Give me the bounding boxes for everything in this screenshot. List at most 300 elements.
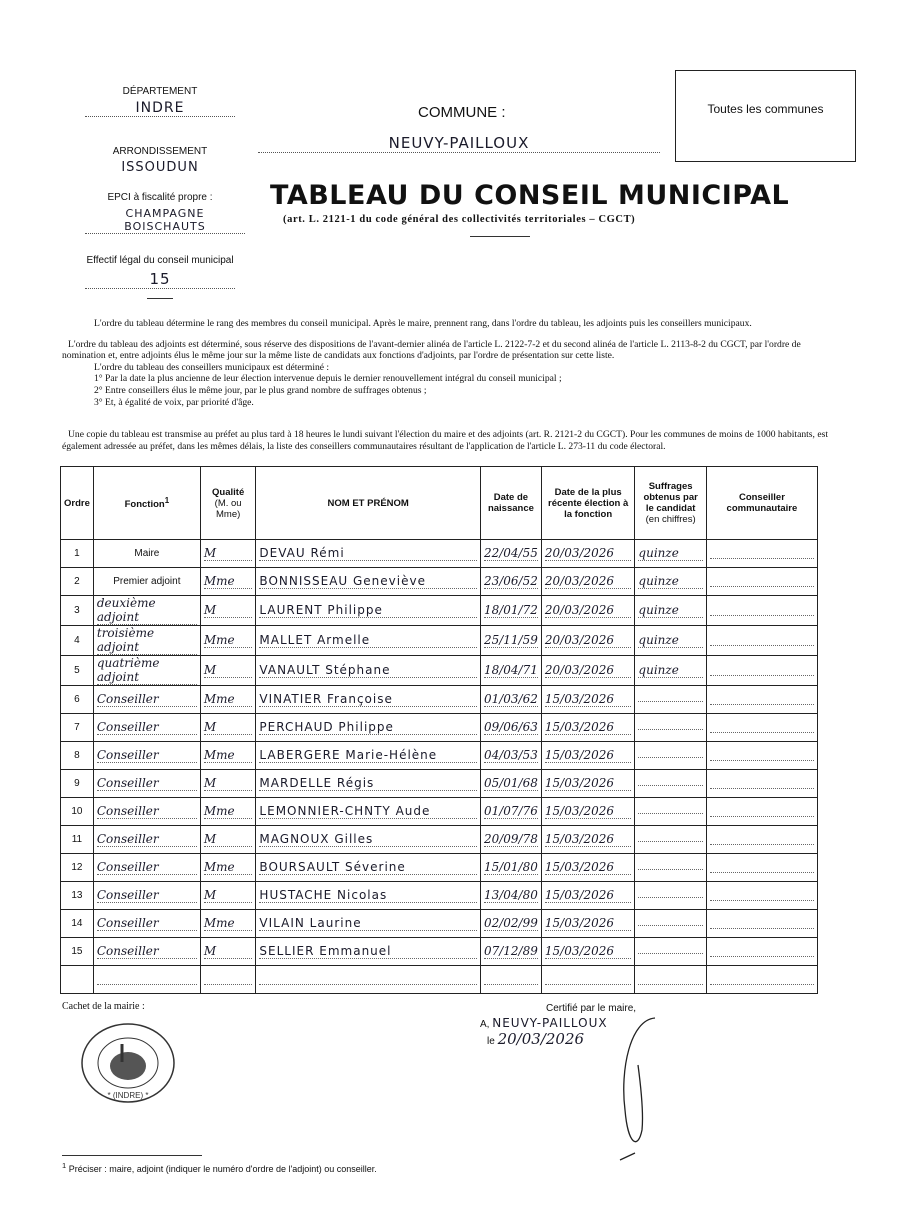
cell-ordre: 10 (61, 798, 94, 826)
cell-election (541, 596, 635, 626)
fonction-value: deuxième adjoint (97, 596, 197, 625)
cell-suffrages (635, 882, 706, 910)
cell-nom (256, 656, 481, 686)
nom-value: PERCHAUD Philippe (259, 720, 477, 735)
col-naissance: Date de naissance (480, 467, 541, 540)
col-fonction (93, 467, 200, 540)
cell-fonction (93, 882, 200, 910)
suffrages-value: quinze (638, 603, 702, 618)
fonction-value: Conseiller (97, 860, 197, 875)
cell-election (541, 626, 635, 656)
cell-communautaire (706, 798, 817, 826)
mairie-seal (78, 1022, 178, 1104)
fonction-value: Conseiller (97, 692, 197, 707)
suffrages-value: quinze (638, 663, 702, 678)
cell-election (541, 770, 635, 798)
cell-qualite (200, 798, 256, 826)
cell-qualite (200, 826, 256, 854)
cell-nom (256, 626, 481, 656)
cell-fonction (93, 910, 200, 938)
empty-field (710, 546, 814, 559)
col-suffrages (635, 467, 706, 540)
cell-ordre: 9 (61, 770, 94, 798)
cell-fonction (93, 656, 200, 686)
empty-field (638, 972, 702, 985)
fonction-value: Conseiller (97, 776, 197, 791)
cell-communautaire (706, 826, 817, 854)
cell-ordre: 7 (61, 714, 94, 742)
table-row (61, 798, 818, 826)
cell-suffrages (635, 798, 706, 826)
cell-empty (635, 966, 706, 994)
fonction-value: Conseiller (97, 720, 197, 735)
suffrages-value (638, 729, 702, 730)
paragraph: 2° Entre conseillers élus le même jour, par le plus grand nombre de suffrages obtenus ; (94, 384, 427, 396)
fonction-value: Conseiller (97, 944, 197, 959)
suffrages-value (638, 701, 702, 702)
effectif-label: Effectif légal du conseil municipal (86, 255, 234, 266)
commune-value: NEUVY-PAILLOUX (258, 134, 660, 153)
suffrages-value (638, 869, 702, 870)
divider (470, 236, 530, 237)
cell-election (541, 854, 635, 882)
qualite-value: Mme (204, 692, 253, 707)
cell-naissance (480, 714, 541, 742)
table-row (61, 714, 818, 742)
cell-qualite (200, 686, 256, 714)
cell-nom (256, 798, 481, 826)
suffrages-value: quinze (638, 546, 702, 561)
cell-nom (256, 910, 481, 938)
election-value: 20/03/2026 (545, 603, 632, 618)
col-fonction-label: Fonction (124, 499, 165, 511)
col-qualite-label: Qualité (212, 486, 245, 498)
suffrages-value (638, 953, 702, 954)
table-row (61, 882, 818, 910)
empty-field (710, 804, 814, 817)
qualite-value: Mme (204, 860, 253, 875)
instructions (62, 318, 828, 452)
cell-ordre: 3 (61, 596, 94, 626)
cell-communautaire (706, 882, 817, 910)
a-label: A, (480, 1019, 490, 1030)
qualite-value: Mme (204, 574, 253, 589)
cell-nom (256, 568, 481, 596)
footnote-number: 1 (62, 1161, 67, 1170)
empty-field (710, 603, 814, 616)
naissance-value: 13/04/80 (483, 888, 538, 902)
nom-value: MALLET Armelle (259, 633, 477, 648)
qualite-value: M (204, 944, 253, 959)
qualite-value: M (204, 546, 253, 561)
cell-qualite (200, 656, 256, 686)
empty-field (259, 972, 477, 985)
cell-fonction (93, 596, 200, 626)
empty-field (545, 972, 632, 985)
date-value: 20/03/2026 (497, 1030, 585, 1048)
suffrages-value (638, 757, 702, 758)
election-value: 15/03/2026 (545, 916, 632, 931)
suffrages-value: quinze (638, 574, 702, 589)
scope-text: Toutes les communes (707, 102, 824, 116)
cell-communautaire (706, 742, 817, 770)
departement-value: INDRE (85, 100, 235, 117)
page-title: TABLEAU DU CONSEIL MUNICIPAL (270, 180, 790, 211)
qualite-value: Mme (204, 804, 253, 819)
empty-field (204, 972, 253, 985)
election-value: 15/03/2026 (545, 860, 632, 875)
nom-value: LABERGERE Marie-Hélène (259, 748, 477, 763)
cell-nom (256, 938, 481, 966)
cell-ordre: 2 (61, 568, 94, 596)
cell-election (541, 882, 635, 910)
empty-field (710, 663, 814, 676)
cell-nom (256, 540, 481, 568)
divider (147, 298, 173, 299)
election-value: 15/03/2026 (545, 944, 632, 959)
naissance-value: 18/04/71 (483, 663, 538, 677)
naissance-value: 04/03/53 (483, 748, 538, 762)
table-row (61, 656, 818, 686)
nom-value: VANAULT Stéphane (259, 663, 477, 678)
naissance-value: 01/07/76 (483, 804, 538, 818)
fonction-value: troisième adjoint (97, 626, 197, 655)
election-value: 15/03/2026 (545, 692, 632, 707)
effectif-value: 15 (85, 270, 235, 289)
cell-fonction: Maire (93, 540, 200, 568)
cell-ordre: 13 (61, 882, 94, 910)
lieu-value: NEUVY-PAILLOUX (492, 1016, 608, 1030)
cell-qualite (200, 770, 256, 798)
nom-value: VINATIER Françoise (259, 692, 477, 707)
col-qualite (200, 467, 256, 540)
cell-election (541, 714, 635, 742)
fonction-value: Conseiller (97, 916, 197, 931)
election-value: 15/03/2026 (545, 888, 632, 903)
suffrages-value: quinze (638, 633, 702, 648)
empty-field (710, 888, 814, 901)
cell-naissance (480, 568, 541, 596)
footnote-rule (62, 1155, 202, 1156)
suffrages-value (638, 841, 702, 842)
cell-fonction (93, 714, 200, 742)
table-row (61, 742, 818, 770)
departement-label: DÉPARTEMENT (122, 86, 198, 97)
cell-suffrages (635, 910, 706, 938)
cell-fonction (93, 626, 200, 656)
qualite-value: Mme (204, 748, 253, 763)
fonction-value: Conseiller (97, 832, 197, 847)
qualite-value: M (204, 663, 253, 678)
cell-naissance (480, 798, 541, 826)
fonction-value: Conseiller (97, 748, 197, 763)
cell-ordre: 6 (61, 686, 94, 714)
paragraph: 1° Par la date la plus ancienne de leur élection intervenue depuis le dernier renouvellement intégral du conseil municipal ; (94, 373, 562, 385)
qualite-value: M (204, 776, 253, 791)
cell-qualite (200, 882, 256, 910)
naissance-value: 20/09/78 (483, 832, 538, 846)
empty-field (484, 972, 538, 985)
paragraph: Une copie du tableau est transmise au préfet au plus tard à 18 heures le lundi suivant l'élection du maire et des adjoints (art. R. 2121-2 du CGCT). Pour les communes de moins de 1000 habitants, est également adressée au préfet, dans les mêmes délais, la liste des conseillers communautaires résultant de l'application de l'article L. 273-11 du code électoral. (62, 429, 828, 452)
suffrages-value (638, 925, 702, 926)
cell-nom (256, 742, 481, 770)
cell-suffrages (635, 854, 706, 882)
cell-election (541, 910, 635, 938)
election-value: 15/03/2026 (545, 776, 632, 791)
cell-election (541, 938, 635, 966)
cell-ordre: 8 (61, 742, 94, 770)
col-ordre: Ordre (61, 467, 94, 540)
cell-naissance (480, 910, 541, 938)
cell-ordre: 12 (61, 854, 94, 882)
paragraph: L'ordre du tableau des conseillers municipaux est déterminé : (94, 361, 330, 373)
table-row (61, 596, 818, 626)
naissance-value: 22/04/55 (483, 546, 538, 560)
suffrages-value (638, 813, 702, 814)
cell-communautaire (706, 910, 817, 938)
cell-nom (256, 714, 481, 742)
qualite-value: M (204, 720, 253, 735)
cell-nom (256, 686, 481, 714)
cell-qualite (200, 568, 256, 596)
empty-field (710, 916, 814, 929)
election-value: 15/03/2026 (545, 720, 632, 735)
cell-naissance (480, 938, 541, 966)
qualite-value: M (204, 832, 253, 847)
col-suffrages-label: Suffrages obtenus par le candidat (643, 481, 698, 514)
election-value: 15/03/2026 (545, 832, 632, 847)
cell-ordre: 15 (61, 938, 94, 966)
cell-fonction (93, 938, 200, 966)
qualite-value: M (204, 603, 253, 618)
table-row (61, 770, 818, 798)
cell-suffrages (635, 826, 706, 854)
election-value: 15/03/2026 (545, 804, 632, 819)
suffrages-value (638, 897, 702, 898)
nom-value: LEMONNIER-CHNTY Aude (259, 804, 477, 819)
le-label: le (487, 1036, 495, 1047)
nom-value: SELLIER Emmanuel (259, 944, 477, 959)
footnote-ref: 1 (164, 495, 170, 505)
cell-empty (480, 966, 541, 994)
table-row (61, 568, 818, 596)
cell-empty (706, 966, 817, 994)
naissance-value: 23/06/52 (483, 574, 538, 588)
nom-value: MARDELLE Régis (259, 776, 477, 791)
cell-communautaire (706, 568, 817, 596)
naissance-value: 05/01/68 (483, 776, 538, 790)
cell-naissance (480, 854, 541, 882)
commune-label: COMMUNE : (418, 104, 506, 121)
election-value: 20/03/2026 (545, 546, 632, 561)
nom-value: DEVAU Rémi (259, 546, 477, 561)
cell-fonction (93, 742, 200, 770)
empty-field (710, 633, 814, 646)
naissance-value: 25/11/59 (483, 633, 538, 647)
scope-box (675, 70, 856, 162)
election-value: 20/03/2026 (545, 663, 632, 678)
certifie-label: Certifié par le maire, (546, 1003, 637, 1014)
mayor-signature (600, 1010, 680, 1170)
col-suffrages-sub: (en chiffres) (645, 514, 696, 525)
nom-value: BOURSAULT Séverine (259, 860, 477, 875)
cell-nom (256, 596, 481, 626)
cell-communautaire (706, 596, 817, 626)
cell-communautaire (706, 540, 817, 568)
cell-suffrages (635, 714, 706, 742)
paragraph: L'ordre du tableau détermine le rang des membres du conseil municipal. Après le maire, prennent rang, dans l'ordre du tableau, les adjoints puis les conseillers municipaux. (94, 318, 752, 329)
nom-value: MAGNOUX Gilles (259, 832, 477, 847)
cell-fonction (93, 826, 200, 854)
cell-communautaire (706, 770, 817, 798)
nom-value: BONNISSEAU Geneviève (259, 574, 477, 589)
fonction-value: Conseiller (97, 888, 197, 903)
col-communautaire: Conseiller communautaire (706, 467, 817, 540)
arrondissement-label: ARRONDISSEMENT (112, 146, 208, 157)
table-row (61, 826, 818, 854)
cell-election (541, 540, 635, 568)
cell-suffrages (635, 770, 706, 798)
table-row (61, 540, 818, 568)
page-subtitle: (art. L. 2121-1 du code général des collectivités territoriales – CGCT) (283, 214, 636, 225)
cell-empty (541, 966, 635, 994)
table-row (61, 938, 818, 966)
empty-field (710, 720, 814, 733)
cell-fonction (93, 770, 200, 798)
cell-qualite (200, 596, 256, 626)
cell-communautaire (706, 686, 817, 714)
cell-election (541, 686, 635, 714)
cell-naissance (480, 626, 541, 656)
cell-fonction (93, 798, 200, 826)
cell-election (541, 826, 635, 854)
cell-empty (93, 966, 200, 994)
table-header-row (61, 467, 818, 540)
cell-qualite (200, 540, 256, 568)
table-row (61, 686, 818, 714)
nom-value: LAURENT Philippe (259, 603, 477, 618)
cell-qualite (200, 854, 256, 882)
naissance-value: 07/12/89 (483, 944, 538, 958)
cell-election (541, 742, 635, 770)
epci-label: EPCI à fiscalité propre : (107, 192, 213, 203)
cachet-label: Cachet de la mairie : (62, 1001, 145, 1012)
table-row-empty (61, 966, 818, 994)
cell-suffrages (635, 626, 706, 656)
cell-suffrages (635, 686, 706, 714)
cell-ordre: 1 (61, 540, 94, 568)
cell-nom (256, 854, 481, 882)
qualite-value: M (204, 888, 253, 903)
table-row (61, 854, 818, 882)
election-value: 15/03/2026 (545, 748, 632, 763)
cell-naissance (480, 742, 541, 770)
cell-empty (61, 966, 94, 994)
cell-communautaire (706, 656, 817, 686)
cell-communautaire (706, 938, 817, 966)
cell-naissance (480, 826, 541, 854)
cell-naissance (480, 540, 541, 568)
cell-naissance (480, 770, 541, 798)
empty-field (97, 972, 197, 985)
council-table (60, 466, 818, 994)
naissance-value: 18/01/72 (483, 603, 538, 617)
paragraph: 3° Et, à égalité de voix, par priorité d'âge. (94, 396, 254, 408)
svg-text:* (INDRE) *: * (INDRE) * (107, 1091, 149, 1100)
empty-field (710, 860, 814, 873)
fonction-value: quatrième adjoint (97, 656, 197, 685)
cell-suffrages (635, 596, 706, 626)
cell-fonction (93, 686, 200, 714)
cell-qualite (200, 938, 256, 966)
table-row (61, 910, 818, 938)
cell-election (541, 656, 635, 686)
cell-election (541, 798, 635, 826)
empty-field (710, 748, 814, 761)
suffrages-value (638, 785, 702, 786)
empty-field (710, 832, 814, 845)
cell-ordre: 11 (61, 826, 94, 854)
arrondissement-value: ISSOUDUN (121, 160, 199, 175)
cell-suffrages (635, 742, 706, 770)
cell-suffrages (635, 568, 706, 596)
naissance-value: 15/01/80 (483, 860, 538, 874)
cell-naissance (480, 596, 541, 626)
empty-field (710, 944, 814, 957)
cell-empty (200, 966, 256, 994)
empty-field (710, 972, 814, 985)
cell-empty (256, 966, 481, 994)
date-line (487, 1030, 584, 1048)
col-qualite-sub: (M. ou Mme) (214, 497, 242, 520)
cell-nom (256, 826, 481, 854)
empty-field (710, 574, 814, 587)
naissance-value: 01/03/62 (483, 692, 538, 706)
cell-suffrages (635, 938, 706, 966)
nom-value: VILAIN Laurine (259, 916, 477, 931)
cell-qualite (200, 910, 256, 938)
cell-fonction (93, 854, 200, 882)
cell-communautaire (706, 714, 817, 742)
col-election: Date de la plus récente élection à la fonction (541, 467, 635, 540)
cell-nom (256, 770, 481, 798)
cell-election (541, 568, 635, 596)
cell-ordre: 5 (61, 656, 94, 686)
cell-suffrages (635, 656, 706, 686)
footnote-text: Préciser : maire, adjoint (indiquer le numéro d'ordre de l'adjoint) ou conseiller. (68, 1164, 377, 1174)
election-value: 20/03/2026 (545, 633, 632, 648)
cell-naissance (480, 686, 541, 714)
table-row (61, 626, 818, 656)
cell-qualite (200, 742, 256, 770)
naissance-value: 02/02/99 (483, 916, 538, 930)
qualite-value: Mme (204, 633, 253, 648)
cell-qualite (200, 714, 256, 742)
fonction-value: Conseiller (97, 804, 197, 819)
epci-value: CHAMPAGNE BOISCHAUTS (85, 207, 245, 234)
cell-communautaire (706, 626, 817, 656)
cell-naissance (480, 656, 541, 686)
cell-fonction: Premier adjoint (93, 568, 200, 596)
cell-ordre: 4 (61, 626, 94, 656)
cell-qualite (200, 626, 256, 656)
footnote (62, 1161, 377, 1174)
empty-field (710, 776, 814, 789)
qualite-value: Mme (204, 916, 253, 931)
cell-nom (256, 882, 481, 910)
cell-ordre: 14 (61, 910, 94, 938)
naissance-value: 09/06/63 (483, 720, 538, 734)
